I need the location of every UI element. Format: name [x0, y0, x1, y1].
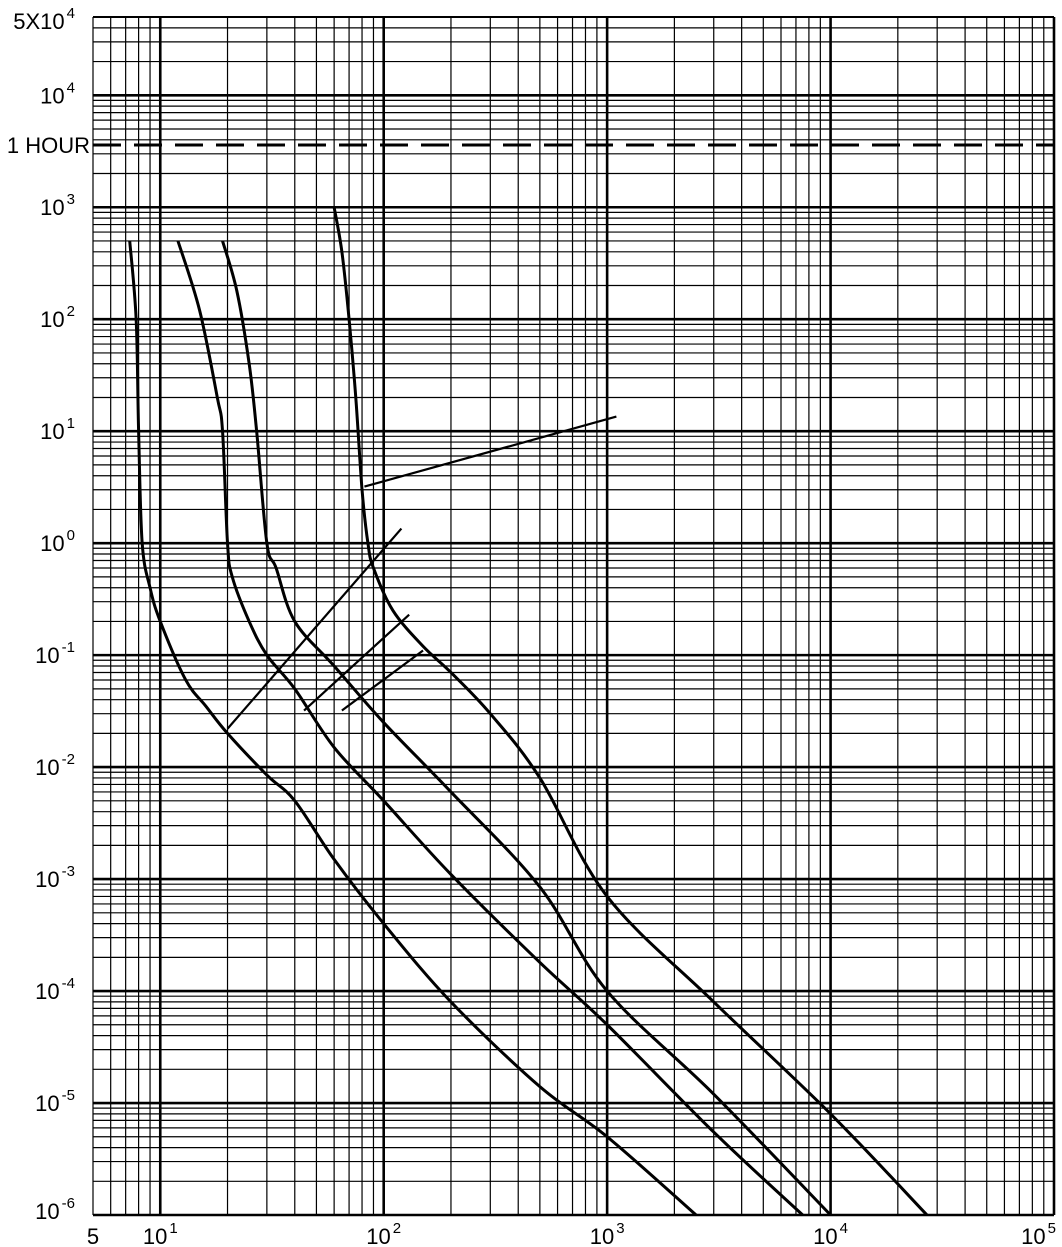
y-tick-label: 10 $^4$ — [40, 79, 75, 109]
y-tick-label: 10 $^{-4}$ — [35, 975, 75, 1005]
y-tick-label: 10 $^{-2}$ — [35, 751, 75, 781]
y-tick-label: 5X10 $^4$ — [13, 5, 75, 34]
y-tick-label: 10 $^1$ — [40, 415, 75, 445]
y-tick-label: 10 $^3$ — [40, 191, 75, 221]
x-tick-labels — [87, 1220, 1056, 1247]
y-tick-labels — [13, 5, 75, 1224]
connector-line-3 — [304, 615, 409, 711]
x-tick-label: 10 $^4$ — [813, 1220, 848, 1247]
curve-4 — [334, 207, 927, 1215]
x-tick-label: 10 $^2$ — [366, 1220, 402, 1247]
y-tick-label: 10 $^{-3}$ — [35, 863, 75, 893]
x-tick-label: 5 — [86, 1224, 100, 1247]
x-tick-label: 10 $^1$ — [142, 1220, 178, 1247]
y-tick-label: 10 $^{-1}$ — [35, 639, 75, 669]
minor-grid — [93, 17, 1054, 1215]
one-hour-label: 1 HOUR — [6, 132, 90, 158]
curves — [130, 207, 927, 1215]
y-tick-label: 10 $^{-6}$ — [35, 1195, 75, 1224]
x-tick-label: 10 $^3$ — [589, 1220, 625, 1247]
x-tick-label: 10 $^5$ — [1021, 1220, 1056, 1247]
y-tick-label: 10 $^0$ — [40, 527, 75, 557]
y-tick-label: 10 $^{-5}$ — [35, 1087, 75, 1117]
y-tick-label: 10 $^2$ — [40, 303, 75, 333]
